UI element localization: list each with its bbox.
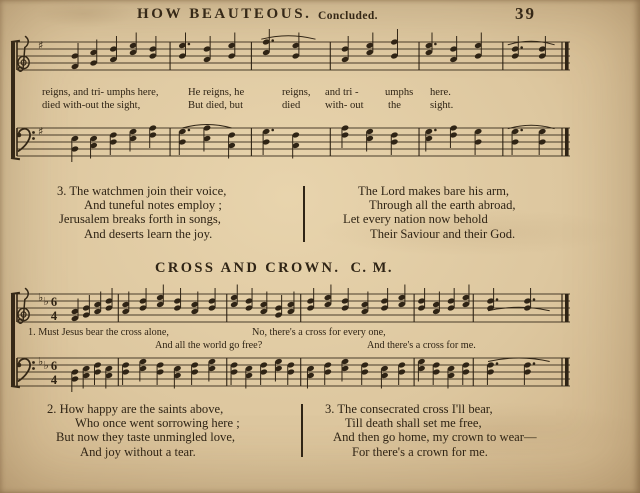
tune-title xyxy=(155,260,393,277)
svg-text:♭: ♭ xyxy=(38,291,44,304)
verse-column-divider xyxy=(303,186,305,242)
verse-line: Their Saviour and their God. xyxy=(370,226,516,241)
lyric-segment: died with-out the sight, xyxy=(42,100,141,111)
lyric-segment: 1. Must Jesus bear the cross alone, xyxy=(28,327,169,338)
verse-line: Till death shall set me free, xyxy=(345,416,482,431)
lyric-segment: here. xyxy=(430,87,451,98)
verse-line: And tuneful notes employ ; xyxy=(84,198,222,213)
lyric-segment: died xyxy=(282,100,301,111)
song1-verse-right-column xyxy=(0,184,640,244)
verse-line: Let every nation now behold xyxy=(343,212,488,227)
lyric-segment: He reigns, he xyxy=(188,87,245,98)
page-number: 39 xyxy=(515,4,536,23)
svg-text:4: 4 xyxy=(50,309,58,323)
svg-text:♯: ♯ xyxy=(38,39,44,52)
song1-lyric-row-1 xyxy=(0,87,640,100)
verse-line: Jerusalem breaks forth in songs, xyxy=(59,212,221,227)
verse-line: Who once went sorrowing here ; xyxy=(75,416,240,431)
verse-line: Through all the earth abroad, xyxy=(369,198,516,213)
svg-text:6: 6 xyxy=(50,359,58,373)
verse-line: But now they taste unmingled love, xyxy=(56,430,236,445)
tune-meter: C. M. xyxy=(350,260,393,276)
bass-clef-icon xyxy=(17,359,35,381)
verse-line: The Lord makes bare his arm, xyxy=(358,184,510,198)
tune-title-text: CROSS AND CROWN. xyxy=(155,260,341,276)
svg-text:6: 6 xyxy=(50,295,58,309)
song1-bass-staff xyxy=(14,114,580,170)
lyric-segment: No, there's a cross for every one, xyxy=(252,327,386,338)
verse-line: And deserts learn the joy. xyxy=(84,226,213,241)
verse-line: And then go home, my crown to wear— xyxy=(333,430,537,445)
lyric-segment: And there's a cross for me. xyxy=(367,340,476,351)
lyric-segment: sight. xyxy=(430,100,454,111)
song2-verse-right-column xyxy=(0,402,640,462)
svg-text:♭: ♭ xyxy=(43,295,49,308)
song2-lyric-row-1 xyxy=(0,327,640,340)
verse-line: For there's a crown for me. xyxy=(352,444,488,459)
song1-lyric-row-2 xyxy=(0,100,640,113)
lyric-segment: And all the world go free? xyxy=(155,340,263,351)
verse-line: And joy without a tear. xyxy=(80,444,196,459)
song2-bass-staff xyxy=(14,344,580,400)
lyric-segment: umphs xyxy=(385,87,414,98)
song1-treble-staff xyxy=(14,28,580,84)
svg-text:♭: ♭ xyxy=(38,355,44,368)
lyric-segment: But died, but xyxy=(188,100,244,111)
lyric-segment: with- out xyxy=(325,100,364,111)
verse-line: 3. The consecrated cross I'll bear, xyxy=(325,402,493,416)
lyric-segment: reigns, xyxy=(282,87,311,98)
svg-text:♯: ♯ xyxy=(38,125,44,138)
lyric-segment: the xyxy=(388,100,401,111)
verse-line: 2. How happy are the saints above, xyxy=(47,402,224,416)
verse-column-divider-2 xyxy=(301,404,303,457)
bass-clef-icon xyxy=(17,129,35,151)
lyric-segment: reigns, and tri- umphs here, xyxy=(42,87,159,98)
page-title: HOW BEAUTEOUS. xyxy=(137,6,312,22)
page-subtitle: Concluded. xyxy=(318,10,378,22)
svg-text:♭: ♭ xyxy=(43,359,49,372)
lyric-segment: and tri - xyxy=(325,87,359,98)
verse-line: 3. The watchmen join their voice, xyxy=(57,184,227,198)
svg-text:4: 4 xyxy=(50,373,58,387)
